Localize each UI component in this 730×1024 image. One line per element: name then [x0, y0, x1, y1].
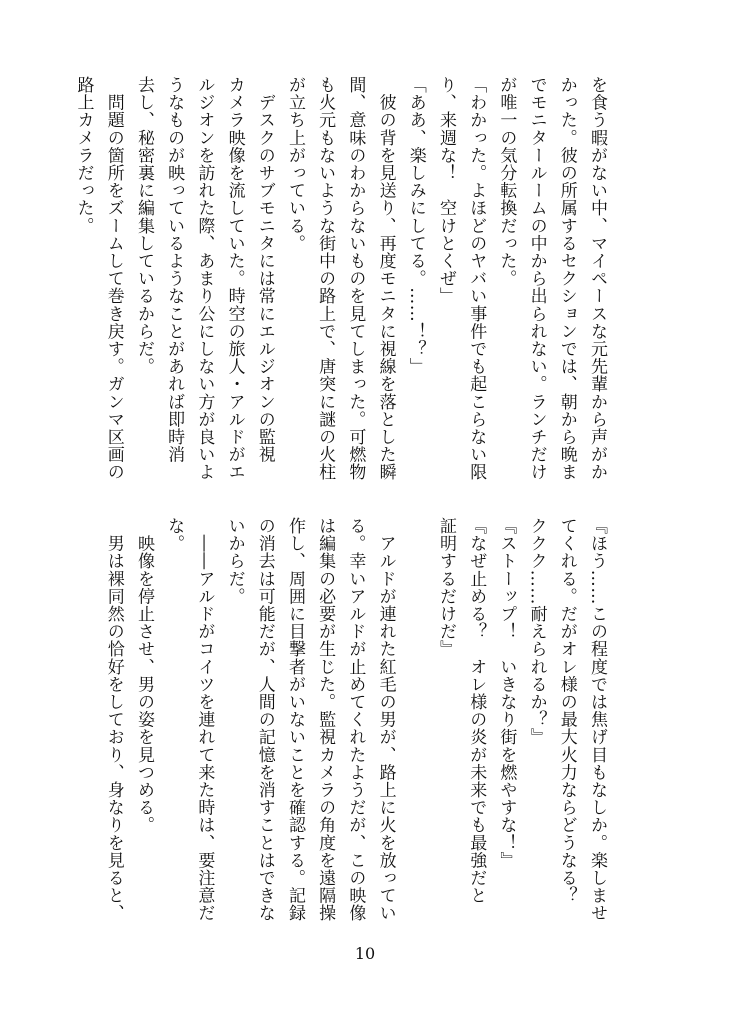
- text-line: が唯一の気分転換だった。: [496, 76, 517, 288]
- text-line: が立ち上がっている。: [284, 76, 305, 252]
- text-line: うなものが映っているようなことがあれば即時消: [164, 76, 185, 464]
- text-line: てくれる。だがオレ様の最大火力ならどうなる？: [556, 517, 577, 905]
- text-line: 証明するだけだ』: [435, 517, 456, 658]
- text-line: な。: [164, 517, 185, 553]
- text-line: 彼の背を見送り、再度モニタに視線を落とした瞬: [375, 76, 396, 481]
- text-line: 路上カメラだった。: [73, 76, 94, 235]
- text-line: デスクのサブモニタには常にエルジオンの監視: [254, 76, 275, 464]
- text-line: 『ストーップ！ いきなり街を燃やすな！』: [496, 517, 517, 869]
- text-line: 去し、秘密裏に編集しているからだ。: [133, 76, 154, 376]
- text-line: 作し、周囲に目撃者がいないことを確認する。記録: [284, 517, 305, 922]
- text-line: でモニタールームの中から出られない。ランチだけ: [526, 76, 547, 481]
- text-line: も火元もないような街中の路上で、唐突に謎の火柱: [315, 76, 336, 481]
- lower-text-block: [99, 517, 612, 937]
- text-line: ルジオンを訪れた際、あまり公にしない方が良いよ: [194, 76, 215, 481]
- page-number: 10: [354, 944, 376, 963]
- text-line: は編集の必要が生じた。監視カメラの角度を遠隔操: [315, 517, 336, 922]
- text-line: ククク……耐えられるか？』: [526, 517, 547, 746]
- text-line: の消去は可能だが、人間の記憶を消すことはできな: [254, 517, 275, 922]
- text-line: 間、意味のわからないものを見てしまった。可燃物: [345, 76, 366, 481]
- upper-text-block: [68, 76, 612, 506]
- text-line: 『なぜ止める？ オレ様の炎が未来でも最強だと: [466, 517, 487, 905]
- text-line: 問題の箇所をズームして巻き戻す。ガンマ区画の: [103, 76, 124, 481]
- text-line: 『ほう……この程度では焦げ目もなしか。楽しませ: [587, 517, 607, 922]
- text-line: る。幸いアルドが止めてくれたようだが、この映像: [345, 517, 366, 922]
- text-line: 「ああ、楽しみにしてる。……！？」: [405, 76, 426, 376]
- text-line: り、来週な！ 空けとくぜ」: [435, 76, 456, 305]
- text-line: カメラ映像を流していた。時空の旅人・アルドがエ: [224, 76, 245, 481]
- text-line: ――アルドがコイツを連れて来た時は、要注意だ: [194, 517, 215, 922]
- text-line: 映像を停止させ、男の姿を見つめる。: [133, 517, 154, 834]
- text-line: 「わかった。よほどのヤバい事件でも起こらない限: [466, 76, 487, 481]
- blank-line: [401, 517, 431, 937]
- text-line: かった。彼の所属するセクションでは、朝から晩ま: [556, 76, 577, 481]
- text-line: アルドが連れた紅毛の男が、路上に火を放ってい: [375, 517, 396, 922]
- text-line: を食う暇がない中、マイペースな元先輩から声がか: [587, 76, 607, 481]
- text-line: いからだ。: [224, 517, 245, 605]
- text-line: 男は裸同然の恰好をしており、身なりを見ると、: [103, 517, 124, 922]
